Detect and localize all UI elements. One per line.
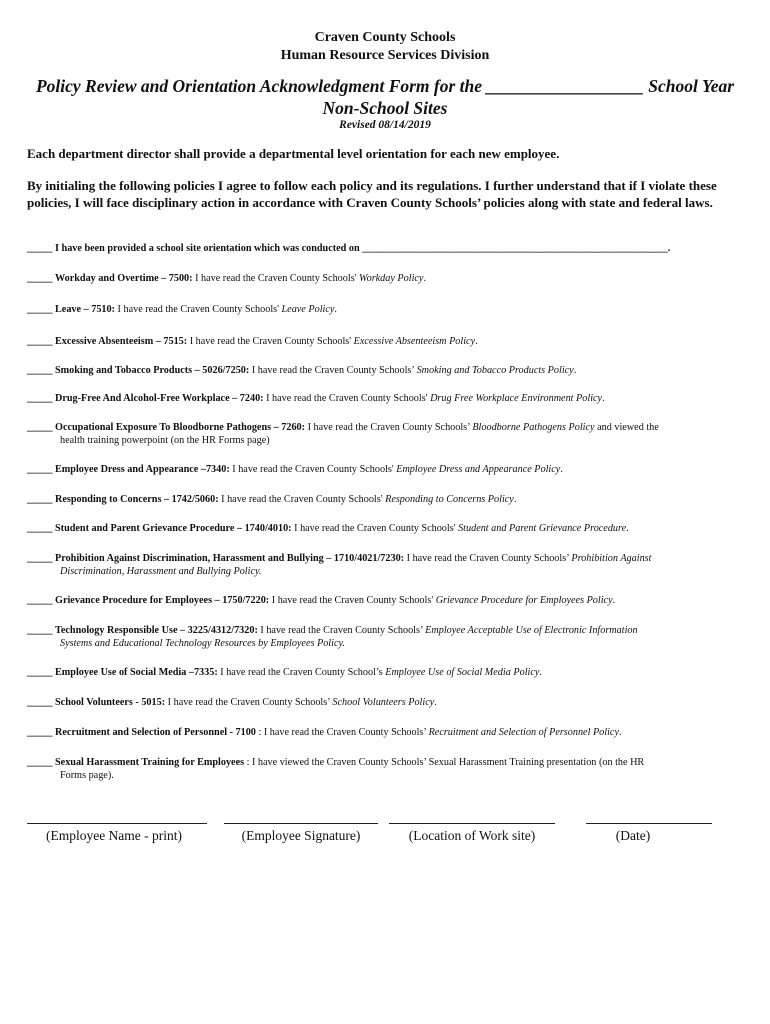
policy-statement: I have read the Craven County Schools’ (307, 422, 473, 433)
policy-heading: Employee Use of Social Media –7335: (55, 667, 218, 678)
initial-blank[interactable]: _____ (27, 422, 53, 433)
initial-blank[interactable]: _____ (27, 304, 53, 315)
policy-heading: Drug-Free And Alcohol-Free Workplace – 7240: (55, 393, 264, 404)
initial-blank[interactable]: _____ (27, 697, 53, 708)
initial-blank[interactable]: _____ (27, 365, 53, 376)
policy-item (27, 242, 743, 255)
policy-heading: Student and Parent Grievance Procedure – 1740/4010: (55, 523, 292, 534)
policy-statement: I have read the Craven County Schools’ (251, 365, 417, 376)
policy-tail: and viewed the (594, 422, 659, 433)
policy-item (27, 726, 743, 739)
policy-heading: Technology Responsible Use – 3225/4312/7320: (55, 625, 258, 636)
policy-name: Bloodborne Pathogens Policy (472, 422, 595, 433)
employee-name-label: (Employee Name - print) (45, 828, 183, 843)
policy-heading: Sexual Harassment Training for Employees (55, 757, 245, 768)
policy-heading: I have been provided a school site orientation which was conducted on ____________________________________________________________. (55, 243, 671, 254)
policy-name: Leave Policy (281, 304, 335, 315)
policy-item (27, 392, 743, 405)
policy-statement: I have read the Craven County Schools' (271, 595, 436, 606)
initial-blank[interactable]: _____ (27, 336, 53, 347)
policy-item (27, 522, 743, 535)
policy-statement: I have read the Craven County Schools' (266, 393, 431, 404)
initial-blank[interactable]: _____ (27, 243, 53, 254)
policy-name: Smoking and Tobacco Products Policy (416, 365, 574, 376)
initial-blank[interactable]: _____ (27, 625, 53, 636)
intro-paragraph-2: By initialing the following policies I agree to follow each policy and its regulations. I further understand that if I violate these policies, I will face disciplinary action in accordance with Craven County Schools’ policies along with state and federal laws. (27, 178, 717, 210)
policy-statement: I have read the Craven County School’s (220, 667, 386, 678)
form-title: Policy Review and Orientation Acknowledgment Form for the __________________ School Year (35, 76, 735, 96)
policy-heading: Workday and Overtime – 7500: (55, 273, 193, 284)
policy-item (27, 696, 743, 709)
policy-name: Employee Use of Social Media Policy (385, 667, 540, 678)
form-subtitle: Non-School Sites (322, 98, 448, 118)
date-label: (Date) (615, 828, 651, 843)
policy-statement: I have read the Craven County Schools' (189, 336, 354, 347)
policy-name: Workday Policy (359, 273, 424, 284)
initial-blank[interactable]: _____ (27, 464, 53, 475)
policy-item (27, 421, 743, 447)
policy-heading: Responding to Concerns – 1742/5060: (55, 494, 219, 505)
policy-continuation: Systems and Educational Technology Resources by Employees Policy. (60, 638, 345, 649)
initial-blank[interactable]: _____ (27, 553, 53, 564)
policy-continuation: Forms page). (60, 770, 114, 781)
employee-signature-label: (Employee Signature) (241, 828, 361, 843)
policy-statement: I have read the Craven County Schools’ (260, 625, 426, 636)
policy-heading: Smoking and Tobacco Products – 5026/7250: (55, 365, 250, 376)
policy-tail: . (513, 494, 517, 505)
initial-blank[interactable]: _____ (27, 757, 53, 768)
policy-statement: : I have read the Craven County Schools’ (258, 727, 429, 738)
policy-heading: Excessive Absenteeism – 7515: (55, 336, 188, 347)
policy-name: School Volunteers Policy (332, 697, 435, 708)
policy-item (27, 624, 743, 650)
policy-statement: I have read the Craven County Schools’ (167, 697, 333, 708)
policy-name: Prohibition Against (571, 553, 652, 564)
policy-statement: I have read the Craven County Schools' (195, 273, 360, 284)
policy-statement: I have read the Craven County Schools' (232, 464, 397, 475)
initial-blank[interactable]: _____ (27, 494, 53, 505)
policy-item (27, 756, 743, 782)
initial-blank[interactable]: _____ (27, 273, 53, 284)
policy-item (27, 303, 743, 316)
revised-date: Revised 08/14/2019 (339, 119, 431, 131)
policy-name: Recruitment and Selection of Personnel Policy (428, 727, 619, 738)
policy-item (27, 552, 743, 578)
policy-statement: I have read the Craven County Schools' (294, 523, 459, 534)
policy-statement: I have read the Craven County Schools' (221, 494, 386, 505)
policy-item (27, 493, 743, 506)
policy-name: Excessive Absenteeism Policy (353, 336, 476, 347)
policy-heading: Recruitment and Selection of Personnel - 7100 (55, 727, 256, 738)
policy-tail: . (434, 697, 437, 708)
policy-item (27, 272, 743, 285)
policy-tail: . (560, 464, 563, 475)
intro-paragraph-1: Each department director shall provide a departmental level orientation for each new employee. (27, 146, 560, 161)
policy-continuation: Discrimination, Harassment and Bullying Policy. (60, 566, 262, 577)
policy-item (27, 335, 743, 348)
policy-name: Employee Acceptable Use of Electronic Information (425, 625, 638, 636)
policy-continuation: health training powerpoint (on the HR Forms page) (60, 435, 270, 446)
policy-heading: Prohibition Against Discrimination, Harassment and Bullying – 1710/4021/7230: (55, 553, 405, 564)
policy-heading: School Volunteers - 5015: (55, 697, 166, 708)
policy-tail: . (618, 727, 622, 738)
policy-item (27, 594, 743, 607)
employee-signature-line[interactable] (224, 813, 378, 824)
policy-heading: Occupational Exposure To Bloodborne Pathogens – 7260: (55, 422, 306, 433)
policy-heading: Leave – 7510: (55, 304, 115, 315)
date-line[interactable] (586, 813, 712, 824)
policy-statement: I have read the Craven County Schools' (117, 304, 282, 315)
policy-tail: . (626, 523, 629, 534)
initial-blank[interactable]: _____ (27, 523, 53, 534)
work-location-line[interactable] (389, 813, 555, 824)
policy-name: Grievance Procedure for Employees Policy (435, 595, 613, 606)
policy-name: Drug Free Workplace Environment Policy (430, 393, 603, 404)
initial-blank[interactable]: _____ (27, 393, 53, 404)
initial-blank[interactable]: _____ (27, 727, 53, 738)
policy-name: Student and Parent Grievance Procedure (458, 523, 627, 534)
initial-blank[interactable]: _____ (27, 595, 53, 606)
policy-tail: . (612, 595, 616, 606)
policy-tail: . (539, 667, 542, 678)
policy-name: Employee Dress and Appearance Policy (396, 464, 561, 475)
work-location-label: (Location of Work site) (408, 828, 536, 843)
initial-blank[interactable]: _____ (27, 667, 53, 678)
policy-statement: I have read the Craven County Schools’ (406, 553, 572, 564)
policy-tail: . (602, 393, 605, 404)
policy-tail: . (334, 304, 337, 315)
policy-statement: : I have viewed the Craven County Schools’ Sexual Harassment Training presentation (on the HR (246, 757, 645, 768)
policy-heading: Employee Dress and Appearance –7340: (55, 464, 230, 475)
policy-item (27, 463, 743, 476)
policy-item (27, 666, 743, 679)
employee-name-line[interactable] (27, 813, 207, 824)
policy-tail: . (475, 336, 478, 347)
division-name: Human Resource Services Division (280, 48, 490, 63)
org-name: Craven County Schools (314, 30, 456, 45)
policy-name: Responding to Concerns Policy (385, 494, 514, 505)
policy-item (27, 364, 743, 377)
policy-tail: . (573, 365, 577, 376)
policy-tail: . (423, 273, 427, 284)
policy-heading: Grievance Procedure for Employees – 1750/7220: (55, 595, 270, 606)
